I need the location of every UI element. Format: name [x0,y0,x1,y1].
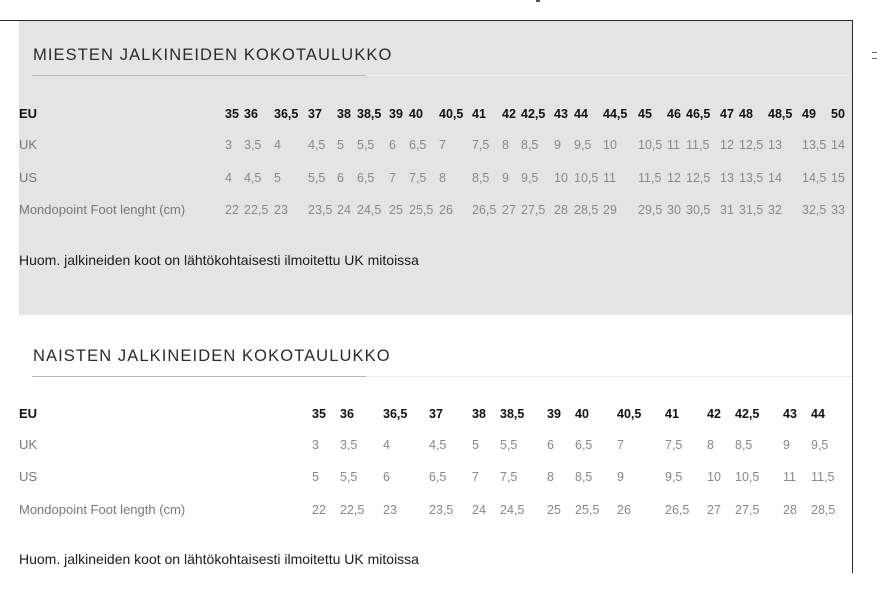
size-cell: 6,5 [357,171,375,185]
size-cell: 8 [502,138,509,152]
size-cell: 10 [554,171,568,185]
size-cell: 5 [312,470,319,484]
row-label: US [19,469,38,484]
edge-mark [872,58,877,59]
size-cell: 4,5 [429,438,447,452]
size-cell: 5,5 [500,438,518,452]
size-cell: 10,5 [735,470,760,484]
size-cell: 24 [337,203,351,217]
size-cell: 9,5 [665,470,683,484]
size-cell: 5 [472,438,479,452]
size-cell: 22 [312,503,326,517]
size-cell: 11 [783,470,796,484]
size-cell: 46,5 [686,107,711,121]
size-cell: 6 [389,138,396,152]
size-cell: 37 [308,107,322,121]
size-cell: 6 [337,171,344,185]
size-cell: 12 [720,138,734,152]
size-cell: 43 [783,407,797,421]
size-cell: 26,5 [472,203,497,217]
size-cell: 3 [312,438,319,452]
size-cell: 14,5 [802,171,827,185]
women-title-underline [32,376,366,377]
row-label: EU [19,106,38,121]
size-cell: 37 [429,407,443,421]
size-cell: 38 [337,107,351,121]
women-row-eu [19,405,852,423]
size-cell: 5,5 [357,138,375,152]
size-cell: 38,5 [357,107,382,121]
men-title-underline [32,75,366,76]
size-cell: 28 [554,203,568,217]
size-cell: 14 [831,138,845,152]
size-cell: 5,5 [340,470,358,484]
size-cell: 9,5 [521,171,539,185]
size-cell: 24,5 [500,503,525,517]
women-size-note: Huom. jalkineiden koot on lähtökohtaisesti ilmoitettu UK mitoissa [19,551,419,567]
size-cell: 7,5 [409,171,427,185]
size-cell: 8 [547,470,554,484]
size-cell: 8 [707,438,714,452]
size-cell: 25,5 [409,203,434,217]
size-cell: 7 [389,171,396,185]
size-cell: 25 [389,203,403,217]
size-cell: 3,5 [244,138,262,152]
size-cell: 8,5 [472,171,490,185]
size-cell: 8,5 [735,438,753,452]
size-cell: 26 [439,203,453,217]
top-edge-mark [536,0,540,2]
size-cell: 43 [554,107,568,121]
size-cell: 27,5 [735,503,760,517]
size-cell: 40,5 [617,407,642,421]
size-cell: 10,5 [638,138,663,152]
size-cell: 13 [768,138,782,152]
size-cell: 25 [547,503,561,517]
size-cell: 39 [389,107,403,121]
men-title-rule-extension [366,75,852,76]
size-cell: 7,5 [500,470,518,484]
men-row-us [19,169,852,187]
size-cell: 27 [707,503,721,517]
row-label: EU [19,406,38,421]
size-cell: 4 [274,138,281,152]
size-cell: 22,5 [340,503,365,517]
size-cell: 12,5 [739,138,764,152]
women-row-uk [19,436,852,454]
size-cell: 12 [667,171,681,185]
size-cell: 11,5 [811,470,835,484]
size-cell: 45 [638,107,652,121]
size-cell: 26 [617,503,631,517]
size-cell: 50 [831,107,845,121]
size-cell: 6 [547,438,554,452]
size-cell: 13,5 [739,171,764,185]
size-cell: 22 [225,203,239,217]
size-cell: 13,5 [802,138,827,152]
size-cell: 30 [667,203,681,217]
size-cell: 39 [547,407,561,421]
size-cell: 35 [312,407,326,421]
size-cell: 6 [383,470,390,484]
size-cell: 7,5 [665,438,683,452]
size-cell: 10,5 [574,171,599,185]
size-cell: 4,5 [308,138,326,152]
size-cell: 6,5 [575,438,593,452]
size-cell: 6,5 [429,470,447,484]
size-cell: 29 [603,203,617,217]
size-cell: 44 [811,407,825,421]
size-cell: 26,5 [665,503,690,517]
size-cell: 28 [783,503,797,517]
size-cell: 7 [617,438,624,452]
size-cell: 28,5 [811,503,836,517]
size-cell: 23,5 [308,203,333,217]
size-cell: 9 [783,438,790,452]
row-label: Mondopoint Foot length (cm) [19,502,186,517]
size-cell: 42,5 [521,107,546,121]
size-cell: 25,5 [575,503,600,517]
size-cell: 42,5 [735,407,760,421]
size-cell: 23,5 [429,503,454,517]
size-cell: 42 [502,107,516,121]
size-cell: 3 [225,138,232,152]
size-cell: 11,5 [638,171,662,185]
edge-mark [872,52,877,53]
size-cell: 7 [472,470,479,484]
size-cell: 15 [831,171,845,185]
size-cell: 41 [472,107,486,121]
size-cell: 4 [225,171,232,185]
row-label: Mondopoint Foot lenght (cm) [19,202,186,217]
size-cell: 38,5 [500,407,525,421]
women-size-table-title: NAISTEN JALKINEIDEN KOKOTAULUKKO [33,347,391,365]
size-cell: 11 [667,138,680,152]
size-cell: 9 [502,171,509,185]
size-cell: 27 [502,203,516,217]
women-row-mondopoint [19,501,852,519]
size-cell: 24 [472,503,486,517]
size-cell: 27,5 [521,203,546,217]
size-cell: 12,5 [686,171,711,185]
size-cell: 48 [739,107,753,121]
size-cell: 30,5 [686,203,711,217]
size-cell: 44,5 [603,107,628,121]
size-cell: 42 [707,407,721,421]
size-cell: 47 [720,107,734,121]
row-label: UK [19,137,38,152]
size-cell: 49 [802,107,816,121]
row-label: US [19,170,38,185]
size-cell: 14 [768,171,782,185]
size-cell: 32,5 [802,203,827,217]
size-cell: 8,5 [575,470,593,484]
size-cell: 36,5 [274,107,299,121]
size-cell: 11,5 [686,138,710,152]
men-size-table-title: MIESTEN JALKINEIDEN KOKOTAULUKKO [33,46,393,64]
size-cell: 28,5 [574,203,599,217]
size-cell: 10 [707,470,721,484]
size-cell: 40,5 [439,107,464,121]
men-size-note: Huom. jalkineiden koot on lähtökohtaisesti ilmoitettu UK mitoissa [19,252,419,268]
men-size-section [19,21,852,315]
women-size-section [19,320,852,572]
size-cell: 40 [409,107,423,121]
size-cell: 46 [667,107,681,121]
size-cell: 13 [720,171,734,185]
size-cell: 4,5 [244,171,262,185]
size-cell: 40 [575,407,589,421]
size-cell: 31 [720,203,734,217]
men-row-mondopoint [19,201,852,219]
size-cell: 5 [337,138,344,152]
size-cell: 48,5 [768,107,793,121]
size-cell: 24,5 [357,203,382,217]
size-cell: 36,5 [383,407,408,421]
women-row-us [19,468,852,486]
size-cell: 7 [439,138,446,152]
size-cell: 8,5 [521,138,539,152]
size-cell: 36 [340,407,354,421]
size-cell: 5 [274,171,281,185]
size-cell: 9 [554,138,561,152]
size-cell: 11 [603,171,616,185]
women-title-rule-extension [366,376,852,377]
size-cell: 4 [383,438,390,452]
size-cell: 9,5 [811,438,829,452]
size-cell: 31,5 [739,203,764,217]
size-cell: 36 [244,107,258,121]
size-cell: 22,5 [244,203,269,217]
size-cell: 5,5 [308,171,326,185]
size-cell: 10 [603,138,617,152]
size-cell: 9,5 [574,138,592,152]
size-cell: 9 [617,470,624,484]
size-cell: 3,5 [340,438,358,452]
size-cell: 23 [383,503,397,517]
size-cell: 44 [574,107,588,121]
men-row-eu [19,105,852,123]
size-cell: 7,5 [472,138,490,152]
size-cell: 8 [439,171,446,185]
size-cell: 23 [274,203,288,217]
row-label: UK [19,437,38,452]
size-cell: 32 [768,203,782,217]
men-row-uk [19,136,852,154]
size-cell: 6,5 [409,138,427,152]
frame-right-border [852,20,853,573]
size-cell: 35 [225,107,239,121]
size-cell: 33 [831,203,845,217]
size-cell: 29,5 [638,203,663,217]
size-cell: 38 [472,407,486,421]
size-cell: 41 [665,407,679,421]
